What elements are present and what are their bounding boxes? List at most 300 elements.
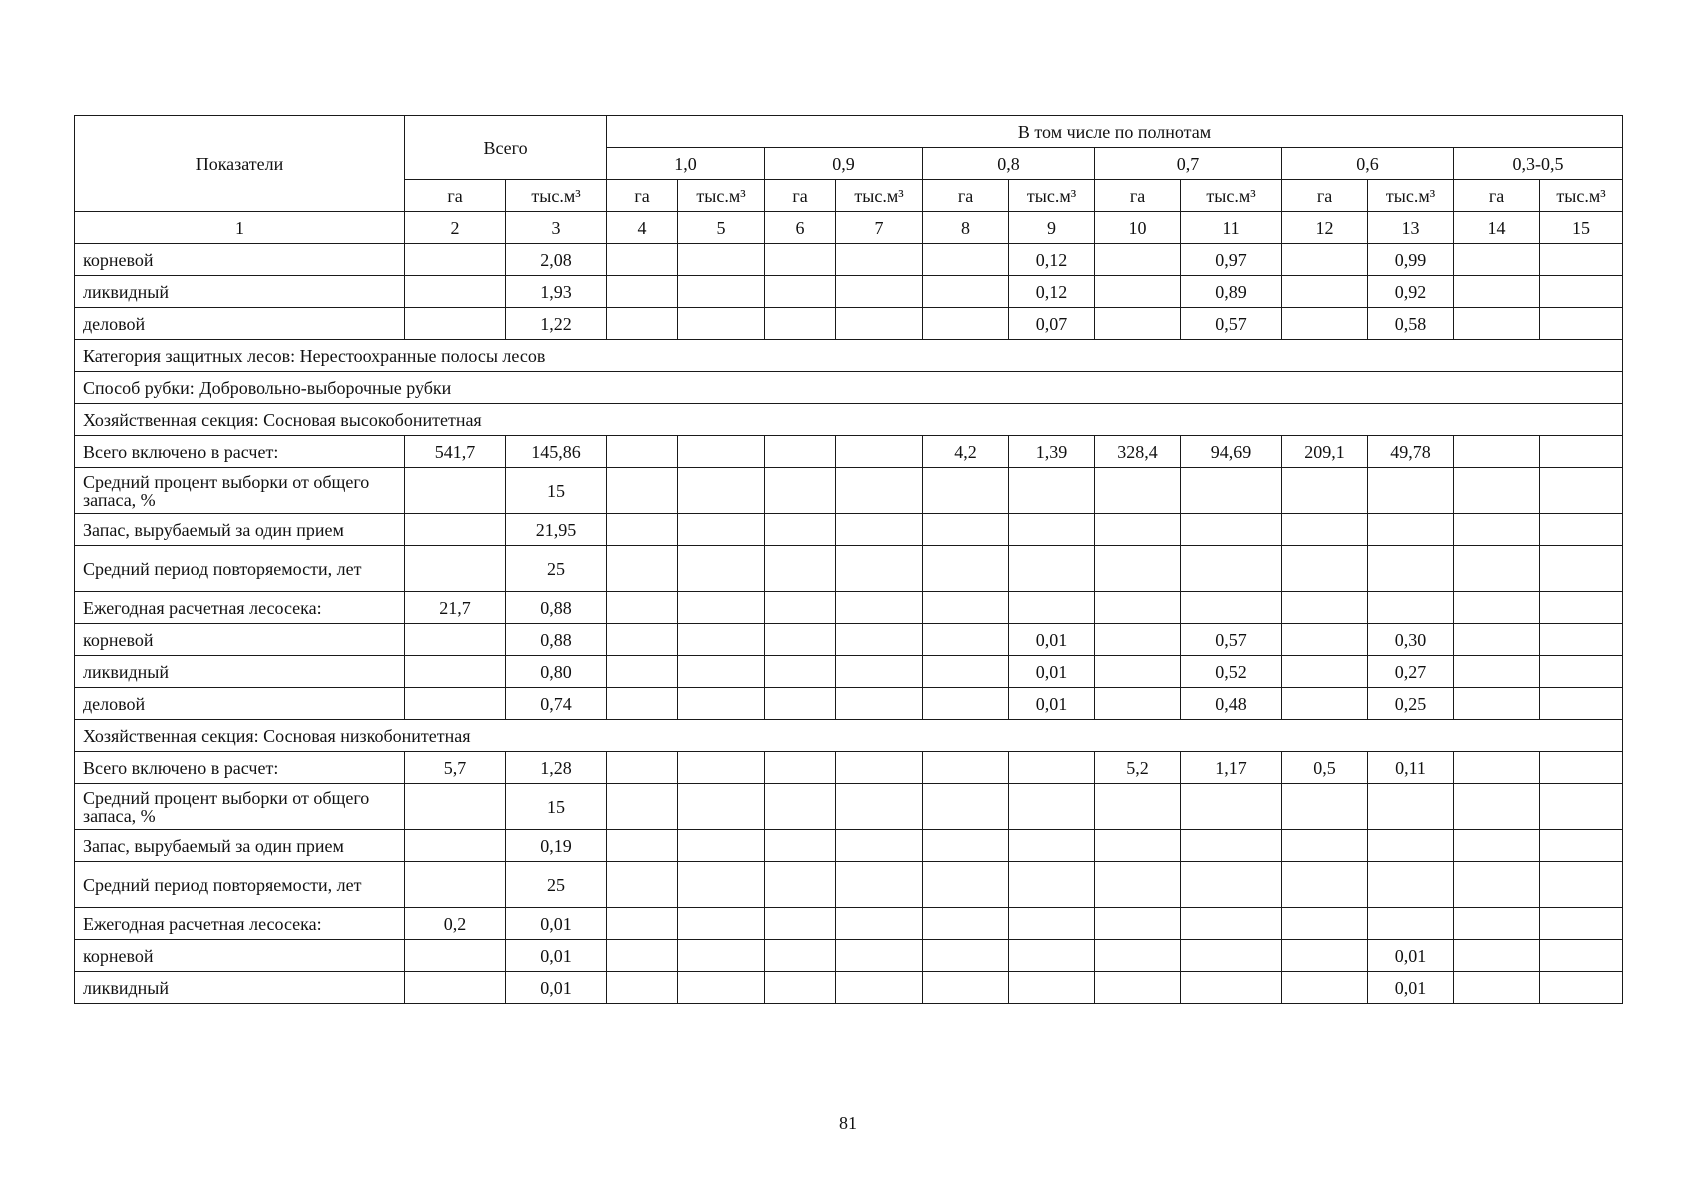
header-row-groups bbox=[75, 116, 1623, 148]
table-cell bbox=[1540, 972, 1623, 1004]
table-cell: 0,11 bbox=[1368, 752, 1454, 784]
table-cell bbox=[678, 752, 765, 784]
table-cell bbox=[1368, 862, 1454, 908]
table-row bbox=[75, 244, 1623, 276]
row-label: Всего включено в расчет: bbox=[75, 436, 405, 468]
column-number: 14 bbox=[1454, 212, 1540, 244]
table-cell bbox=[405, 624, 506, 656]
table-cell bbox=[1368, 514, 1454, 546]
table-cell bbox=[678, 308, 765, 340]
section-row bbox=[75, 720, 1623, 752]
table-cell bbox=[1095, 244, 1181, 276]
table-cell: 4,2 bbox=[923, 436, 1009, 468]
table-cell: 328,4 bbox=[1095, 436, 1181, 468]
table-cell bbox=[1282, 244, 1368, 276]
table-cell bbox=[1540, 308, 1623, 340]
table-cell bbox=[1009, 546, 1095, 592]
table-cell bbox=[1095, 624, 1181, 656]
table-cell bbox=[607, 752, 678, 784]
table-cell bbox=[765, 908, 836, 940]
table-cell: 0,01 bbox=[1368, 972, 1454, 1004]
row-label: Средний процент выборки от общего запаса, % bbox=[75, 784, 405, 830]
table-cell bbox=[836, 436, 923, 468]
table-row bbox=[75, 688, 1623, 720]
table-cell bbox=[678, 436, 765, 468]
table-cell bbox=[1095, 908, 1181, 940]
table-cell bbox=[765, 688, 836, 720]
table-cell bbox=[765, 592, 836, 624]
table-cell bbox=[923, 592, 1009, 624]
table-cell bbox=[765, 940, 836, 972]
table-row bbox=[75, 468, 1623, 514]
table-cell: 0,97 bbox=[1181, 244, 1282, 276]
table-cell bbox=[765, 624, 836, 656]
table-cell bbox=[1368, 784, 1454, 830]
table-cell bbox=[1454, 784, 1540, 830]
unit-volume: тыс.м³ bbox=[506, 180, 607, 212]
table-cell bbox=[836, 972, 923, 1004]
table-cell: 0,01 bbox=[506, 908, 607, 940]
table-cell: 0,58 bbox=[1368, 308, 1454, 340]
table-cell bbox=[1454, 244, 1540, 276]
table-cell bbox=[1009, 862, 1095, 908]
table-cell bbox=[1181, 830, 1282, 862]
table-cell bbox=[1454, 656, 1540, 688]
table-cell bbox=[1095, 688, 1181, 720]
table-cell: 1,28 bbox=[506, 752, 607, 784]
unit-ha: га bbox=[923, 180, 1009, 212]
table-cell bbox=[1282, 688, 1368, 720]
row-label: деловой bbox=[75, 308, 405, 340]
table-cell bbox=[678, 592, 765, 624]
table-cell bbox=[923, 862, 1009, 908]
table-cell bbox=[923, 908, 1009, 940]
table-cell: 15 bbox=[506, 468, 607, 514]
table-cell bbox=[1181, 862, 1282, 908]
header-density-group: 0,8 bbox=[923, 148, 1095, 180]
page-number: 81 bbox=[839, 1113, 857, 1133]
table-cell bbox=[1282, 546, 1368, 592]
table-cell bbox=[765, 436, 836, 468]
table-cell: 0,57 bbox=[1181, 624, 1282, 656]
table-row bbox=[75, 592, 1623, 624]
table-cell bbox=[1540, 276, 1623, 308]
row-label: Средний процент выборки от общего запаса, % bbox=[75, 468, 405, 514]
table-cell: 0,2 bbox=[405, 908, 506, 940]
row-label: Запас, вырубаемый за один прием bbox=[75, 830, 405, 862]
unit-ha: га bbox=[405, 180, 506, 212]
table-cell bbox=[1454, 308, 1540, 340]
table-cell bbox=[1454, 862, 1540, 908]
table-cell bbox=[923, 468, 1009, 514]
table-cell bbox=[678, 784, 765, 830]
table-cell: 1,39 bbox=[1009, 436, 1095, 468]
table-cell: 1,93 bbox=[506, 276, 607, 308]
table-cell bbox=[1454, 546, 1540, 592]
column-number: 12 bbox=[1282, 212, 1368, 244]
row-label: Всего включено в расчет: bbox=[75, 752, 405, 784]
row-label: Запас, вырубаемый за один прием bbox=[75, 514, 405, 546]
table-cell bbox=[678, 862, 765, 908]
table-cell bbox=[1181, 908, 1282, 940]
table-cell bbox=[836, 546, 923, 592]
table-cell bbox=[607, 546, 678, 592]
table-cell bbox=[765, 972, 836, 1004]
table-row bbox=[75, 940, 1623, 972]
table-cell bbox=[923, 624, 1009, 656]
table-cell bbox=[405, 514, 506, 546]
table-cell bbox=[1009, 468, 1095, 514]
table-cell bbox=[923, 688, 1009, 720]
table-cell bbox=[405, 972, 506, 1004]
table-cell: 0,99 bbox=[1368, 244, 1454, 276]
table-cell bbox=[1368, 546, 1454, 592]
table-cell: 0,01 bbox=[506, 972, 607, 1004]
table-cell bbox=[1282, 972, 1368, 1004]
table-cell bbox=[1454, 830, 1540, 862]
row-label: ликвидный bbox=[75, 276, 405, 308]
table-header bbox=[75, 116, 1623, 244]
table-cell bbox=[1540, 656, 1623, 688]
forest-calculation-table bbox=[74, 115, 1623, 1004]
row-label: Средний период повторяемости, лет bbox=[75, 862, 405, 908]
table-cell: 0,19 bbox=[506, 830, 607, 862]
table-cell bbox=[765, 468, 836, 514]
table-cell bbox=[923, 830, 1009, 862]
table-cell bbox=[1009, 830, 1095, 862]
unit-volume: тыс.м³ bbox=[1181, 180, 1282, 212]
table-cell: 25 bbox=[506, 862, 607, 908]
table-cell bbox=[1282, 514, 1368, 546]
table-cell bbox=[405, 688, 506, 720]
table-cell bbox=[1454, 592, 1540, 624]
table-cell bbox=[1095, 656, 1181, 688]
table-cell: 5,2 bbox=[1095, 752, 1181, 784]
table-cell bbox=[607, 468, 678, 514]
table-cell bbox=[1368, 592, 1454, 624]
table-cell: 2,08 bbox=[506, 244, 607, 276]
table-cell bbox=[678, 244, 765, 276]
table-row bbox=[75, 972, 1623, 1004]
table-cell bbox=[1181, 972, 1282, 1004]
header-total: Всего bbox=[405, 116, 607, 180]
table-row bbox=[75, 908, 1623, 940]
table-cell: 0,01 bbox=[1009, 656, 1095, 688]
unit-volume: тыс.м³ bbox=[1009, 180, 1095, 212]
section-label: Хозяйственная секция: Сосновая низкобонитетная bbox=[75, 720, 1623, 752]
table-cell bbox=[1540, 436, 1623, 468]
table-cell bbox=[405, 862, 506, 908]
table-cell bbox=[1095, 468, 1181, 514]
table-row bbox=[75, 514, 1623, 546]
table-cell bbox=[1181, 468, 1282, 514]
table-cell bbox=[1540, 546, 1623, 592]
table-cell bbox=[1540, 862, 1623, 908]
table-cell: 0,89 bbox=[1181, 276, 1282, 308]
table-cell bbox=[1282, 468, 1368, 514]
table-cell: 0,07 bbox=[1009, 308, 1095, 340]
table-cell: 0,80 bbox=[506, 656, 607, 688]
table-cell bbox=[836, 276, 923, 308]
table-cell bbox=[607, 276, 678, 308]
table-cell: 0,74 bbox=[506, 688, 607, 720]
table-cell bbox=[1368, 830, 1454, 862]
row-label: корневой bbox=[75, 940, 405, 972]
table-cell bbox=[1009, 784, 1095, 830]
table-cell bbox=[607, 308, 678, 340]
table-cell bbox=[405, 308, 506, 340]
column-number: 9 bbox=[1009, 212, 1095, 244]
table-cell bbox=[923, 752, 1009, 784]
table-cell bbox=[836, 752, 923, 784]
table-cell bbox=[405, 656, 506, 688]
header-density-group: 0,7 bbox=[1095, 148, 1282, 180]
table-cell bbox=[607, 688, 678, 720]
table-cell bbox=[607, 908, 678, 940]
row-label: Средний период повторяемости, лет bbox=[75, 546, 405, 592]
column-number: 10 bbox=[1095, 212, 1181, 244]
table-row bbox=[75, 546, 1623, 592]
column-number-row bbox=[75, 212, 1623, 244]
table-row bbox=[75, 656, 1623, 688]
table-cell bbox=[607, 940, 678, 972]
table-cell: 0,01 bbox=[1368, 940, 1454, 972]
table-cell bbox=[1454, 514, 1540, 546]
table-cell bbox=[1540, 624, 1623, 656]
table-cell bbox=[1540, 592, 1623, 624]
unit-volume: тыс.м³ bbox=[836, 180, 923, 212]
table-cell bbox=[1454, 752, 1540, 784]
table-cell bbox=[405, 546, 506, 592]
unit-ha: га bbox=[765, 180, 836, 212]
column-number: 4 bbox=[607, 212, 678, 244]
row-label: деловой bbox=[75, 688, 405, 720]
table-cell bbox=[836, 624, 923, 656]
table-cell bbox=[1181, 514, 1282, 546]
table-cell bbox=[765, 546, 836, 592]
table-cell bbox=[923, 276, 1009, 308]
table-cell bbox=[765, 244, 836, 276]
table-cell bbox=[836, 830, 923, 862]
table-cell bbox=[923, 784, 1009, 830]
table-cell bbox=[923, 972, 1009, 1004]
table-cell: 0,12 bbox=[1009, 244, 1095, 276]
table-cell bbox=[1454, 908, 1540, 940]
table-cell bbox=[1368, 908, 1454, 940]
table-cell: 0,01 bbox=[1009, 624, 1095, 656]
table-cell bbox=[607, 862, 678, 908]
table-cell: 0,57 bbox=[1181, 308, 1282, 340]
table-cell bbox=[678, 514, 765, 546]
table-cell bbox=[405, 784, 506, 830]
table-cell: 0,5 bbox=[1282, 752, 1368, 784]
table-cell bbox=[1009, 592, 1095, 624]
table-cell bbox=[923, 546, 1009, 592]
unit-ha: га bbox=[1454, 180, 1540, 212]
table-cell bbox=[678, 688, 765, 720]
table-cell bbox=[405, 276, 506, 308]
table-cell bbox=[765, 308, 836, 340]
table-cell: 25 bbox=[506, 546, 607, 592]
table-cell bbox=[1181, 592, 1282, 624]
column-number: 6 bbox=[765, 212, 836, 244]
table-cell: 15 bbox=[506, 784, 607, 830]
table-cell: 0,12 bbox=[1009, 276, 1095, 308]
table-cell bbox=[1095, 830, 1181, 862]
section-label: Категория защитных лесов: Нерестоохранные полосы лесов bbox=[75, 340, 1623, 372]
table-cell: 0,01 bbox=[1009, 688, 1095, 720]
table-cell bbox=[923, 656, 1009, 688]
table-cell bbox=[1540, 908, 1623, 940]
table-cell bbox=[678, 656, 765, 688]
unit-ha: га bbox=[1095, 180, 1181, 212]
table-cell bbox=[923, 514, 1009, 546]
column-number: 8 bbox=[923, 212, 1009, 244]
section-label: Хозяйственная секция: Сосновая высокобонитетная bbox=[75, 404, 1623, 436]
table-cell: 0,30 bbox=[1368, 624, 1454, 656]
table-cell bbox=[1540, 688, 1623, 720]
table-row bbox=[75, 436, 1623, 468]
section-label: Способ рубки: Добровольно-выборочные рубки bbox=[75, 372, 1623, 404]
table-cell bbox=[1540, 940, 1623, 972]
table-cell bbox=[923, 244, 1009, 276]
table-cell bbox=[1282, 940, 1368, 972]
table-cell bbox=[678, 546, 765, 592]
table-cell: 541,7 bbox=[405, 436, 506, 468]
table-cell bbox=[836, 308, 923, 340]
header-density-group: 0,3-0,5 bbox=[1454, 148, 1623, 180]
table-cell bbox=[836, 908, 923, 940]
table-cell: 209,1 bbox=[1282, 436, 1368, 468]
table-cell: 49,78 bbox=[1368, 436, 1454, 468]
table-cell bbox=[1181, 546, 1282, 592]
table-cell bbox=[1095, 592, 1181, 624]
table-cell bbox=[836, 656, 923, 688]
table-body bbox=[75, 244, 1623, 1004]
table-cell: 21,7 bbox=[405, 592, 506, 624]
table-row bbox=[75, 752, 1623, 784]
table-cell bbox=[1540, 514, 1623, 546]
table-cell: 94,69 bbox=[1181, 436, 1282, 468]
row-label: Ежегодная расчетная лесосека: bbox=[75, 592, 405, 624]
unit-volume: тыс.м³ bbox=[1540, 180, 1623, 212]
table-cell bbox=[836, 592, 923, 624]
table-cell bbox=[678, 624, 765, 656]
table-cell bbox=[1009, 752, 1095, 784]
table-cell: 1,22 bbox=[506, 308, 607, 340]
table-cell bbox=[1282, 624, 1368, 656]
table-cell bbox=[765, 862, 836, 908]
table-cell bbox=[765, 830, 836, 862]
table-cell: 0,25 bbox=[1368, 688, 1454, 720]
unit-ha: га bbox=[607, 180, 678, 212]
section-row bbox=[75, 372, 1623, 404]
table-cell: 0,01 bbox=[506, 940, 607, 972]
table-cell bbox=[1095, 784, 1181, 830]
table-cell: 0,48 bbox=[1181, 688, 1282, 720]
table-row bbox=[75, 276, 1623, 308]
table-cell bbox=[1454, 436, 1540, 468]
table-cell bbox=[1540, 244, 1623, 276]
table-cell bbox=[1454, 688, 1540, 720]
table-cell bbox=[923, 940, 1009, 972]
column-number: 15 bbox=[1540, 212, 1623, 244]
table-cell bbox=[1181, 784, 1282, 830]
table-cell bbox=[1454, 972, 1540, 1004]
unit-volume: тыс.м³ bbox=[678, 180, 765, 212]
table-cell bbox=[405, 244, 506, 276]
table-cell bbox=[1009, 972, 1095, 1004]
table-cell bbox=[1368, 468, 1454, 514]
table-cell bbox=[1095, 276, 1181, 308]
table-cell bbox=[678, 908, 765, 940]
table-cell bbox=[1095, 514, 1181, 546]
table-row bbox=[75, 308, 1623, 340]
table-cell bbox=[1454, 276, 1540, 308]
table-cell: 0,88 bbox=[506, 592, 607, 624]
row-label: ликвидный bbox=[75, 656, 405, 688]
column-number: 13 bbox=[1368, 212, 1454, 244]
table-cell bbox=[1540, 468, 1623, 514]
table-cell bbox=[1282, 908, 1368, 940]
table-cell bbox=[1540, 784, 1623, 830]
table-cell bbox=[1454, 624, 1540, 656]
table-cell bbox=[1282, 830, 1368, 862]
table-cell bbox=[836, 688, 923, 720]
table-cell: 5,7 bbox=[405, 752, 506, 784]
table-cell bbox=[405, 468, 506, 514]
section-row bbox=[75, 340, 1623, 372]
table-cell bbox=[765, 276, 836, 308]
table-cell: 0,92 bbox=[1368, 276, 1454, 308]
table-cell bbox=[607, 830, 678, 862]
table-cell bbox=[836, 940, 923, 972]
table-cell bbox=[765, 656, 836, 688]
table-cell bbox=[607, 514, 678, 546]
table-cell: 0,52 bbox=[1181, 656, 1282, 688]
table-row bbox=[75, 830, 1623, 862]
row-label: Ежегодная расчетная лесосека: bbox=[75, 908, 405, 940]
table-cell bbox=[1095, 546, 1181, 592]
table-cell: 21,95 bbox=[506, 514, 607, 546]
table-cell: 0,88 bbox=[506, 624, 607, 656]
table-cell bbox=[923, 308, 1009, 340]
table-cell bbox=[1282, 276, 1368, 308]
table-cell bbox=[607, 592, 678, 624]
table-cell bbox=[607, 972, 678, 1004]
column-number: 5 bbox=[678, 212, 765, 244]
table-cell bbox=[1095, 972, 1181, 1004]
table-cell bbox=[1095, 308, 1181, 340]
table-cell bbox=[1009, 514, 1095, 546]
column-number: 7 bbox=[836, 212, 923, 244]
table-cell bbox=[1540, 830, 1623, 862]
table-cell bbox=[836, 862, 923, 908]
table-cell bbox=[836, 784, 923, 830]
table-cell bbox=[1282, 656, 1368, 688]
header-indicators: Показатели bbox=[75, 116, 405, 212]
table-cell bbox=[1282, 862, 1368, 908]
table-cell bbox=[1454, 940, 1540, 972]
table-cell bbox=[1009, 940, 1095, 972]
table-row bbox=[75, 784, 1623, 830]
header-by-density: В том числе по полнотам bbox=[607, 116, 1623, 148]
table-cell bbox=[678, 468, 765, 514]
column-number: 11 bbox=[1181, 212, 1282, 244]
table-cell bbox=[836, 244, 923, 276]
table-cell bbox=[1282, 308, 1368, 340]
table-cell bbox=[1282, 592, 1368, 624]
